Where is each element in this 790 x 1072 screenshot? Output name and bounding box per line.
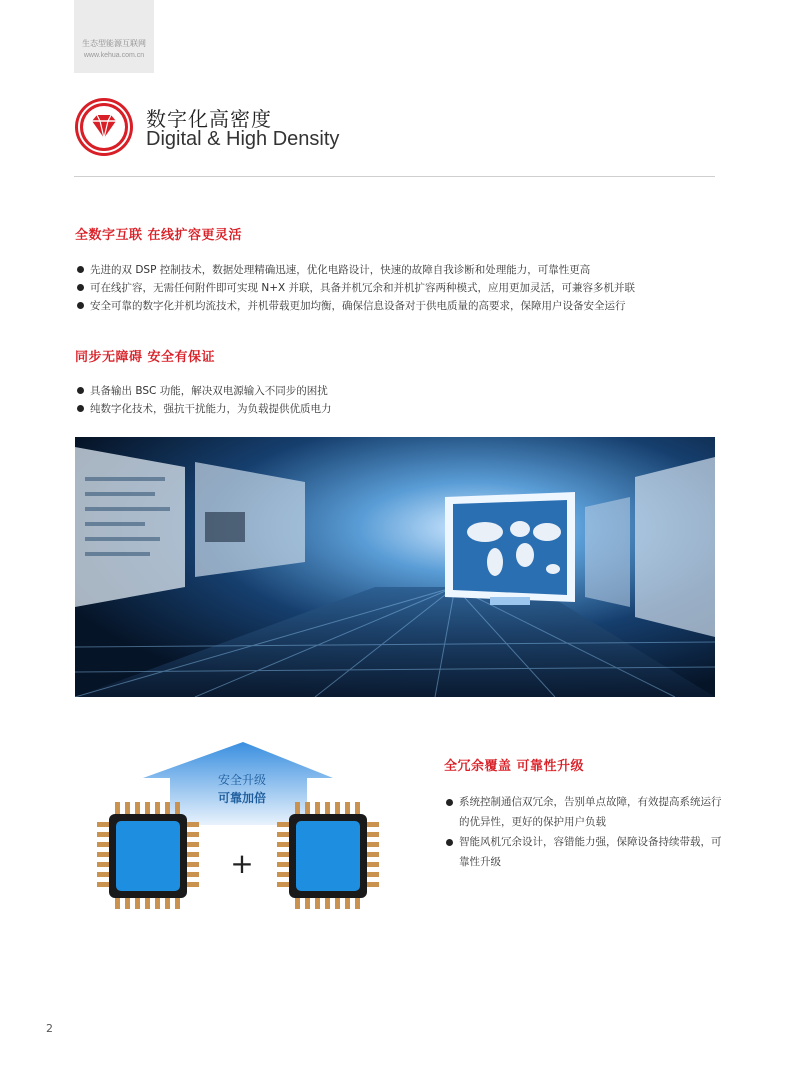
bullet-icon (77, 266, 84, 273)
section1-list (75, 261, 635, 315)
section3-title: 全冗余覆盖 可靠性升级 (444, 759, 585, 774)
bullet-icon (77, 284, 84, 291)
arrow-label-1: 安全升级 (217, 773, 267, 787)
redundancy-diagram (95, 740, 395, 920)
page-number: 2 (46, 1022, 53, 1035)
chip-left (97, 802, 199, 909)
page-title-en: Digital & High Density (146, 128, 340, 150)
list-item: 纯数字化技术，强抗干扰能力，为负载提供优质电力 (75, 400, 332, 418)
arrow-label-2: 可靠加倍 (217, 791, 267, 805)
digital-monitor-banner-image (75, 437, 715, 697)
plus-sign: + (230, 847, 254, 880)
bullet-icon (446, 839, 453, 846)
section3-list (444, 792, 724, 872)
page-title-cn: 数字化高密度 (146, 107, 272, 131)
section2-title: 同步无障碍 安全有保证 (75, 350, 216, 365)
list-item: 智能风机冗余设计，容错能力强，保障设备持续带载，可靠性升级 (444, 832, 724, 872)
header-divider (74, 176, 715, 177)
bullet-icon (77, 405, 84, 412)
section1-title: 全数字互联 在线扩容更灵活 (75, 228, 243, 243)
chip-right (277, 802, 379, 909)
header-tab (74, 0, 154, 73)
tab-slogan: 生态型能源互联网 (82, 39, 146, 48)
list-item: 可在线扩容，无需任何附件即可实现 N+X 并联，具备并机冗余和并机扩容两种模式，应用更加灵活，可兼容多机并联 (75, 279, 635, 297)
list-item: 系统控制通信双冗余，告别单点故障，有效提高系统运行的优异性，更好的保护用户负载 (444, 792, 724, 832)
bullet-icon (77, 387, 84, 394)
tab-website: www.kehua.com.cn (83, 52, 145, 59)
list-item: 先进的双 DSP 控制技术，数据处理精确迅速，优化电路设计，快速的故障自我诊断和处理能力，可靠性更高 (75, 261, 635, 279)
list-item: 安全可靠的数字化并机均流技术，并机带载更加均衡，确保信息设备对于供电质量的高要求，保障用户设备安全运行 (75, 297, 635, 315)
bullet-icon (77, 302, 84, 309)
list-item: 具备输出 BSC 功能，解决双电源输入不同步的困扰 (75, 382, 332, 400)
diamond-icon (74, 97, 134, 157)
section2-list (75, 382, 332, 418)
bullet-icon (446, 799, 453, 806)
